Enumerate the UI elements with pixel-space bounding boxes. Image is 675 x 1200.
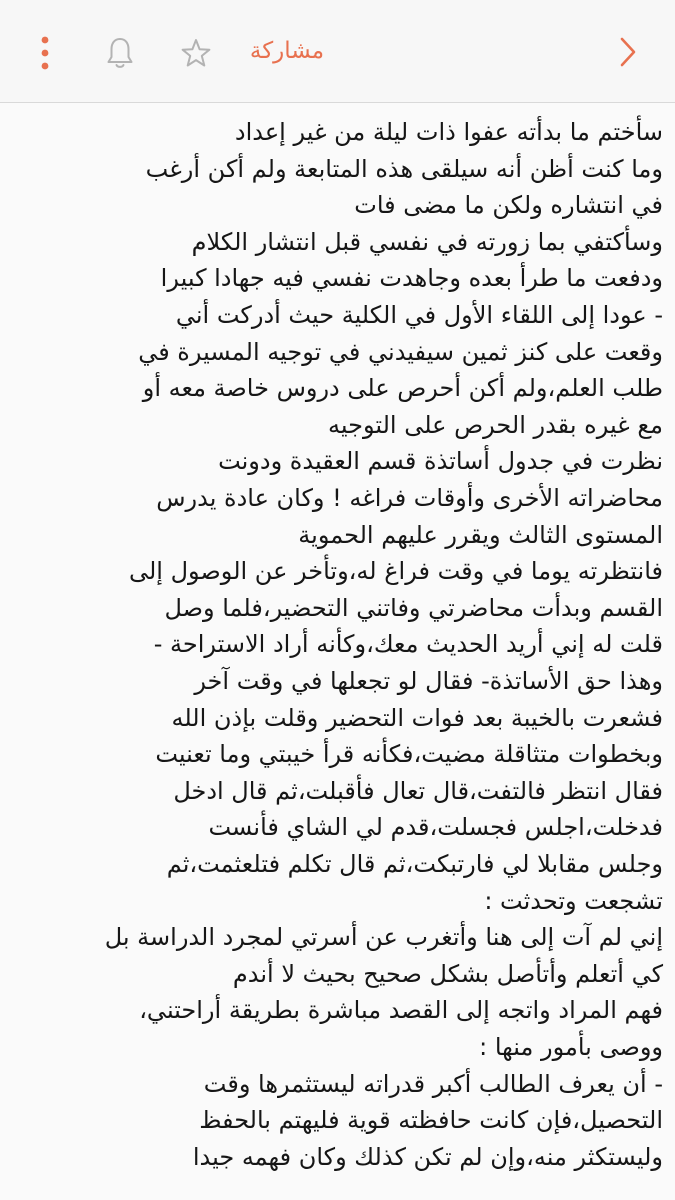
note-line: - عودا إلى اللقاء الأول في الكلية حيث أدركت أني	[175, 301, 663, 329]
note-line: ودفعت ما طرأ بعده وجاهدت نفسي فيه جهادا كبيرا	[160, 264, 663, 292]
note-line: كي أتعلم وأتأصل بشكل صحيح بحيث لا أندم	[232, 960, 663, 988]
note-line: وليستكثر منه،وإن لم تكن كذلك وكان فهمه جيدا	[192, 1143, 663, 1171]
note-line: محاضراته الأخرى وأوقات فراغه ! وكان عادة يدرس	[156, 484, 663, 512]
note-line: وجلس مقابلا لي فارتبكت،ثم قال تكلم فتلعثمت،ثم	[166, 850, 663, 878]
note-line: وما كنت أظن أنه سيلقى هذه المتابعة ولم أكن أرغب	[145, 155, 663, 183]
note-line: إني لم آت إلى هنا وأتغرب عن أسرتي لمجرد الدراسة بل	[104, 923, 663, 951]
back-button[interactable]	[610, 32, 646, 72]
note-line: وقعت على كنز ثمين سيفيدني في توجيه المسيرة في	[138, 338, 663, 366]
bell-icon	[105, 36, 135, 70]
note-line: فشعرت بالخيبة بعد فوات التحضير وقلت بإذن الله	[171, 704, 663, 732]
note-line: وسأكتفي بما زورته في نفسي قبل انتشار الكلام	[191, 228, 663, 256]
more-vertical-icon	[39, 34, 51, 72]
note-body[interactable]	[0, 104, 675, 1200]
note-line: قلت له إني أريد الحديث معك،وكأنه أراد الاستراحة -	[153, 630, 663, 658]
reminder-button[interactable]	[101, 33, 139, 73]
note-line: وهذا حق الأساتذة- فقال لو تجعلها في وقت آخر	[194, 667, 663, 695]
note-line: فدخلت،اجلس فجسلت،قدم لي الشاي فأنست	[208, 813, 663, 841]
more-options-button[interactable]	[30, 34, 60, 72]
note-line: وبخطوات متثاقلة مضيت،فكأنه قرأ خيبتي وما تعنيت	[155, 740, 663, 768]
note-line: المستوى الثالث ويقرر عليهم الحموية	[298, 521, 663, 549]
note-line: مع غيره بقدر الحرص على التوجيه	[328, 411, 663, 439]
chevron-right-icon	[618, 36, 638, 68]
note-line: فقال انتظر فالتفت،قال تعال فأقبلت،ثم قال ادخل	[173, 777, 663, 805]
note-line: نظرت في جدول أساتذة قسم العقيدة ودونت	[218, 447, 663, 475]
note-line: طلب العلم،ولم أكن أحرص على دروس خاصة معه أو	[142, 374, 663, 402]
note-line: سأختم ما بدأته عفوا ذات ليلة من غير إعداد	[234, 118, 663, 146]
note-line: القسم وبدأت محاضرتي وفاتني التحضير،فلما وصل	[164, 594, 663, 622]
star-icon	[180, 37, 212, 69]
note-line: التحصيل،فإن كانت حافظته قوية فليهتم بالحفظ	[199, 1106, 663, 1134]
note-line: - أن يعرف الطالب أكبر قدراته ليستثمرها وقت	[203, 1070, 663, 1098]
note-line: فهم المراد واتجه إلى القصد مباشرة بطريقة أراحتني،	[139, 996, 663, 1024]
toolbar	[0, 0, 675, 103]
share-button[interactable]: مشاركة	[249, 38, 325, 64]
note-line: فانتظرته يوما في وقت فراغ له،وتأخر عن الوصول إلى	[128, 557, 663, 585]
favorite-button[interactable]	[177, 33, 215, 73]
note-line: تشجعت وتحدثت :	[484, 887, 663, 915]
note-line: ووصى بأمور منها :	[479, 1033, 663, 1061]
note-line: في انتشاره ولكن ما مضى فات	[354, 191, 663, 219]
